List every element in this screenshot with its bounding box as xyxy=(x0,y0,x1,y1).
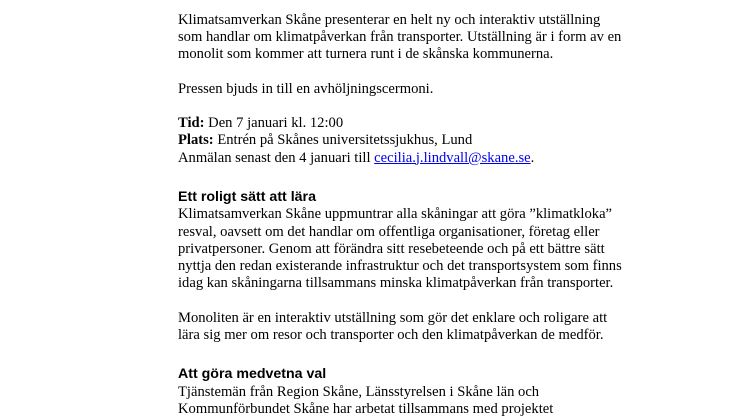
signup-email-link[interactable]: cecilia.j.lindvall@skane.se xyxy=(374,149,531,166)
event-place xyxy=(178,132,648,149)
section1-line: idag kan skåningarna tillsammans minska klimatpåverkan från transporter. xyxy=(178,275,614,292)
event-time xyxy=(178,115,648,132)
event-details xyxy=(178,115,648,167)
section1-line: privatpersoner. Genom att förändra sitt resebeteende och på ett bättre sätt xyxy=(178,240,605,257)
place-value: Entrén på Skånes universitetssjukhus, Lund xyxy=(213,132,473,149)
press-release-document xyxy=(178,12,648,418)
signup-text: Anmälan senast den 4 januari till xyxy=(178,149,375,166)
time-label: Tid: xyxy=(178,115,205,132)
section-heading-fun-way: Ett roligt sätt att lära xyxy=(178,188,316,205)
signup-end: . xyxy=(530,149,535,166)
intro-line: som handlar om klimatpåverkan från transporter. Utställning är i form av en xyxy=(178,29,622,46)
section1-paragraph1 xyxy=(178,206,648,292)
press-invitation-text: Pressen bjuds in till en avhöljningscermoni. xyxy=(178,80,434,97)
section1-paragraph2 xyxy=(178,310,648,344)
time-value: Den 7 januari kl. 12:00 xyxy=(204,115,344,132)
section1-line: lära sig mer om resor och transporter och den klimatpåverkan de medför. xyxy=(178,326,604,343)
spacer xyxy=(178,64,648,81)
spacer xyxy=(178,167,648,189)
spacer xyxy=(178,344,648,366)
section1-line: resval, oavsett om det handlar om offentliga organisationer, företag eller xyxy=(178,223,600,240)
section2-line: Kommunförbundet Skåne har arbetat tillsammans med projektet xyxy=(178,400,554,417)
press-invitation xyxy=(178,81,648,98)
section2-line: Tjänstemän från Region Skåne, Länsstyrelsen i Skåne län och xyxy=(178,383,540,400)
section1-line: nyttja den redan existerande infrastruktur och det transportsystem som finns xyxy=(178,258,622,274)
intro-paragraph xyxy=(178,12,648,64)
section-heading-conscious-choices: Att göra medvetna val xyxy=(178,366,327,382)
spacer xyxy=(178,292,648,309)
intro-line: monolit som kommer att turnera runt i de skånska kommunerna. xyxy=(178,46,554,63)
intro-line: Klimatsamverkan Skåne presenterar en helt ny och interaktiv utställning xyxy=(178,12,601,28)
event-signup xyxy=(178,150,648,167)
place-label: Plats: xyxy=(178,132,214,149)
section2-paragraph xyxy=(178,384,648,418)
section1-line: Klimatsamverkan Skåne uppmuntrar alla skåningar att göra ”klimatkloka” xyxy=(178,206,613,223)
section1-line: Monoliten är en interaktiv utställning som gör det enklare och roligare att xyxy=(178,309,608,326)
spacer xyxy=(178,98,648,115)
